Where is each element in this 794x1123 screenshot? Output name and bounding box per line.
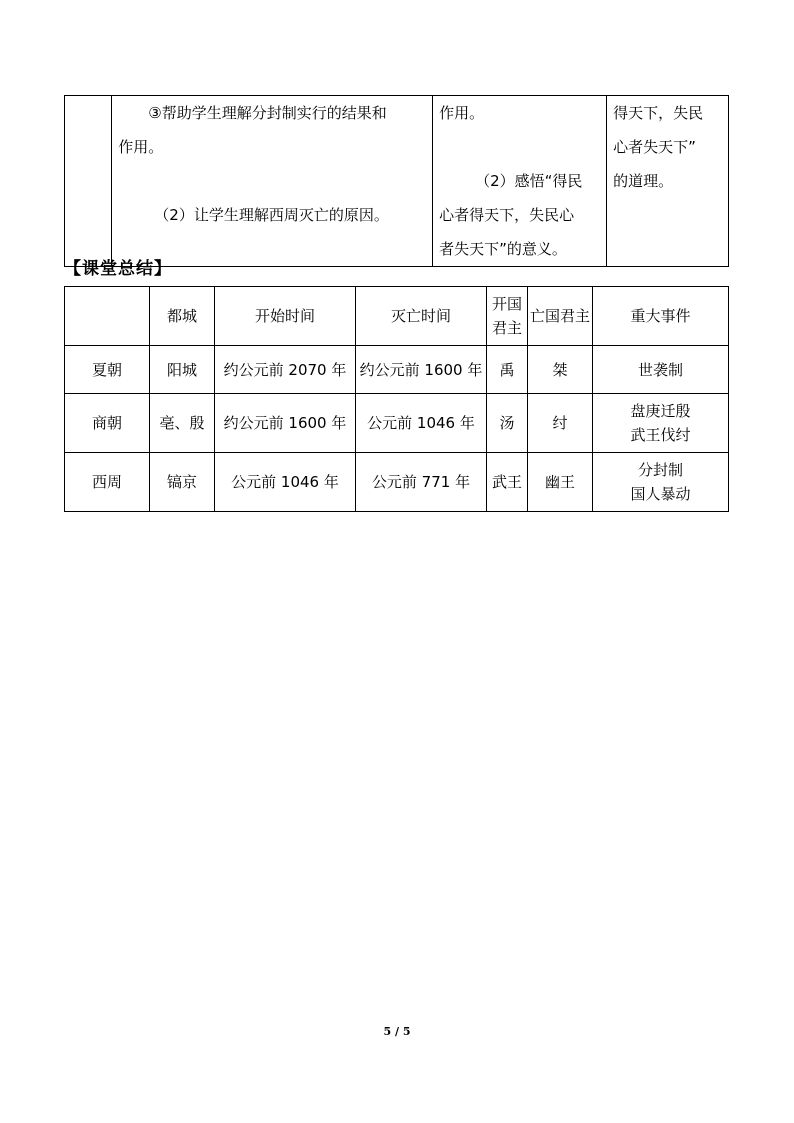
objective-line: （2）让学生理解西周灭亡的原因。: [154, 206, 389, 224]
event-item: 国人暴动: [630, 485, 691, 503]
table-row: [65, 394, 729, 453]
capital-cell: 镐京: [150, 453, 215, 512]
section-title: 【课堂总结】: [64, 259, 172, 279]
end-cell: 公元前 1046 年: [356, 394, 487, 453]
header-capital: 都城: [150, 287, 215, 346]
last-ruler-cell: 纣: [528, 394, 593, 453]
founder-cell: 汤: [487, 394, 528, 453]
start-cell: 约公元前 1600 年: [215, 394, 356, 453]
start-cell: 约公元前 2070 年: [215, 346, 356, 394]
objectives-cell: [112, 96, 433, 267]
dynasty-summary-table: [64, 286, 729, 512]
header-events: 重大事件: [593, 287, 729, 346]
experience-cell: [433, 96, 607, 267]
values-line: 得天下，失民: [613, 104, 704, 122]
table-row: [65, 346, 729, 394]
objective-line: ③帮助学生理解分封制实行的结果和: [148, 104, 387, 122]
experience-line: 心者得天下，失民心: [439, 206, 575, 224]
event-item: 世袭制: [637, 360, 683, 379]
dynasty-cell: 商朝: [65, 394, 150, 453]
table-row: [65, 96, 729, 267]
event-item: 分封制: [637, 461, 683, 479]
last-ruler-cell: 幽王: [528, 453, 593, 512]
table-row: [65, 453, 729, 512]
blank-cell: [65, 96, 112, 267]
header-founder-line: 君主: [491, 319, 522, 337]
values-line: 心者失天下”: [613, 138, 696, 156]
lesson-objectives-table: [64, 95, 729, 267]
capital-cell: 亳、殷: [150, 394, 215, 453]
values-cell: [607, 96, 729, 267]
experience-line: （2）感悟“得民: [475, 172, 583, 190]
dynasty-cell: 西周: [65, 453, 150, 512]
header-founder: [487, 287, 528, 346]
events-cell: [593, 346, 729, 394]
capital-cell: 阳城: [150, 346, 215, 394]
event-item: 武王伐纣: [630, 426, 691, 444]
page-number: 5 / 5: [383, 1025, 411, 1038]
start-cell: 公元前 1046 年: [215, 453, 356, 512]
header-founder-line: 开国: [491, 295, 522, 313]
experience-line: 者失天下”的意义。: [439, 240, 567, 258]
events-cell: [593, 394, 729, 453]
founder-cell: 武王: [487, 453, 528, 512]
last-ruler-cell: 桀: [528, 346, 593, 394]
header-end-time: 灭亡时间: [356, 287, 487, 346]
values-line: 的道理。: [613, 172, 674, 190]
end-cell: 公元前 771 年: [356, 453, 487, 512]
end-cell: 约公元前 1600 年: [356, 346, 487, 394]
header-start-time: 开始时间: [215, 287, 356, 346]
events-cell: [593, 453, 729, 512]
event-item: 盘庚迁殷: [630, 402, 691, 420]
dynasty-cell: 夏朝: [65, 346, 150, 394]
table-header-row: [65, 287, 729, 346]
founder-cell: 禹: [487, 346, 528, 394]
objective-line: 作用。: [118, 138, 164, 156]
experience-line: 作用。: [439, 104, 485, 122]
header-last-ruler: 亡国君主: [528, 287, 593, 346]
header-blank: [65, 287, 150, 346]
